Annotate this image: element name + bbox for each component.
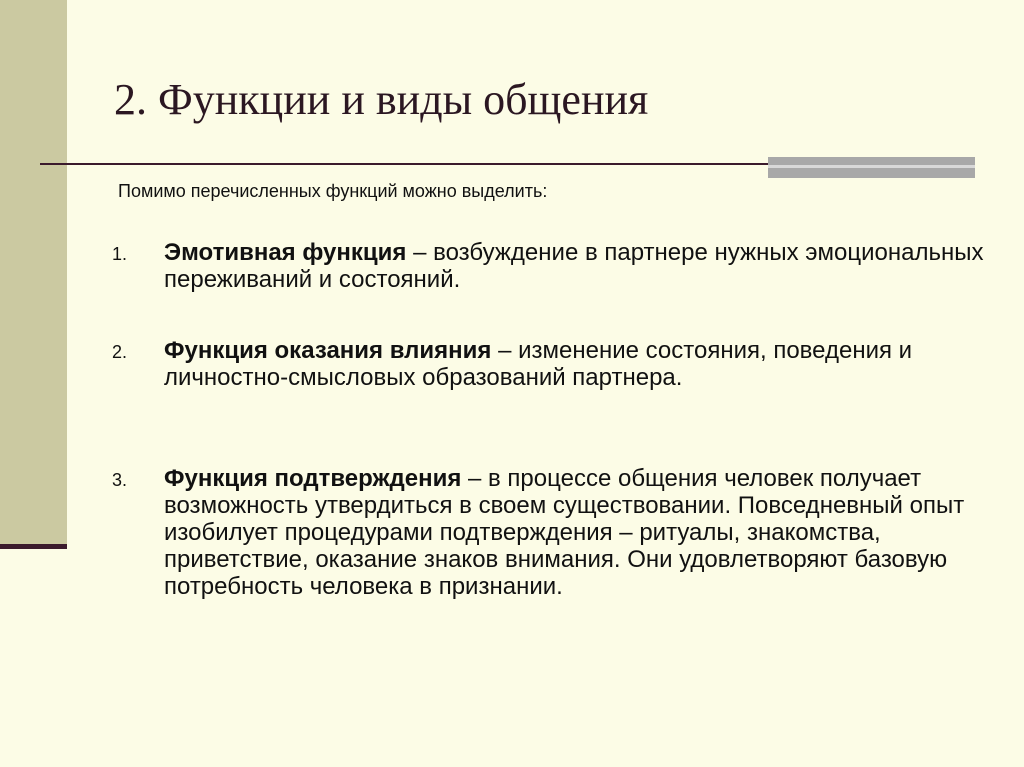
list-item-term: Эмотивная функция xyxy=(164,239,407,266)
list-item-dash: – xyxy=(491,337,519,364)
list-item-emotive-function xyxy=(112,239,992,293)
list-item-body xyxy=(164,465,992,600)
list-item-number: 1. xyxy=(112,244,128,264)
list-item-text: возбуждение в партнере нужных эмоциональных переживаний и состояний. xyxy=(164,239,984,293)
list-item-confirmation-function xyxy=(112,465,992,600)
list-item-text: в процессе общения человек получает возможность утвердиться в своем существовании. Повседневный опыт изобилует процедурами подтверждения – ритуалы, знакомства, приветствие, оказание знаков внимания. Они удовлетворяют базовую потребность человека в признании. xyxy=(164,465,965,600)
list-item-body xyxy=(164,337,992,391)
list-item-term: Функция подтверждения xyxy=(164,465,462,492)
list-item-dash: – xyxy=(461,465,489,492)
list-item-term: Функция оказания влияния xyxy=(164,337,492,364)
side-decor-bar xyxy=(0,0,67,548)
list-item-number: 3. xyxy=(112,470,128,490)
list-item-number: 2. xyxy=(112,342,128,362)
side-decor-rule xyxy=(0,544,67,549)
list-item-text: изменение состояния, поведения и личностно-смысловых образований партнера. xyxy=(164,337,913,391)
title-accent-highlight xyxy=(768,165,975,168)
slide-title: 2. Функции и виды общения xyxy=(114,75,649,124)
list-item-influence-function xyxy=(112,337,992,391)
list-item-body xyxy=(164,239,992,293)
intro-text: Помимо перечисленных функций можно выделить: xyxy=(118,181,548,201)
list-item-dash: – xyxy=(406,239,434,266)
